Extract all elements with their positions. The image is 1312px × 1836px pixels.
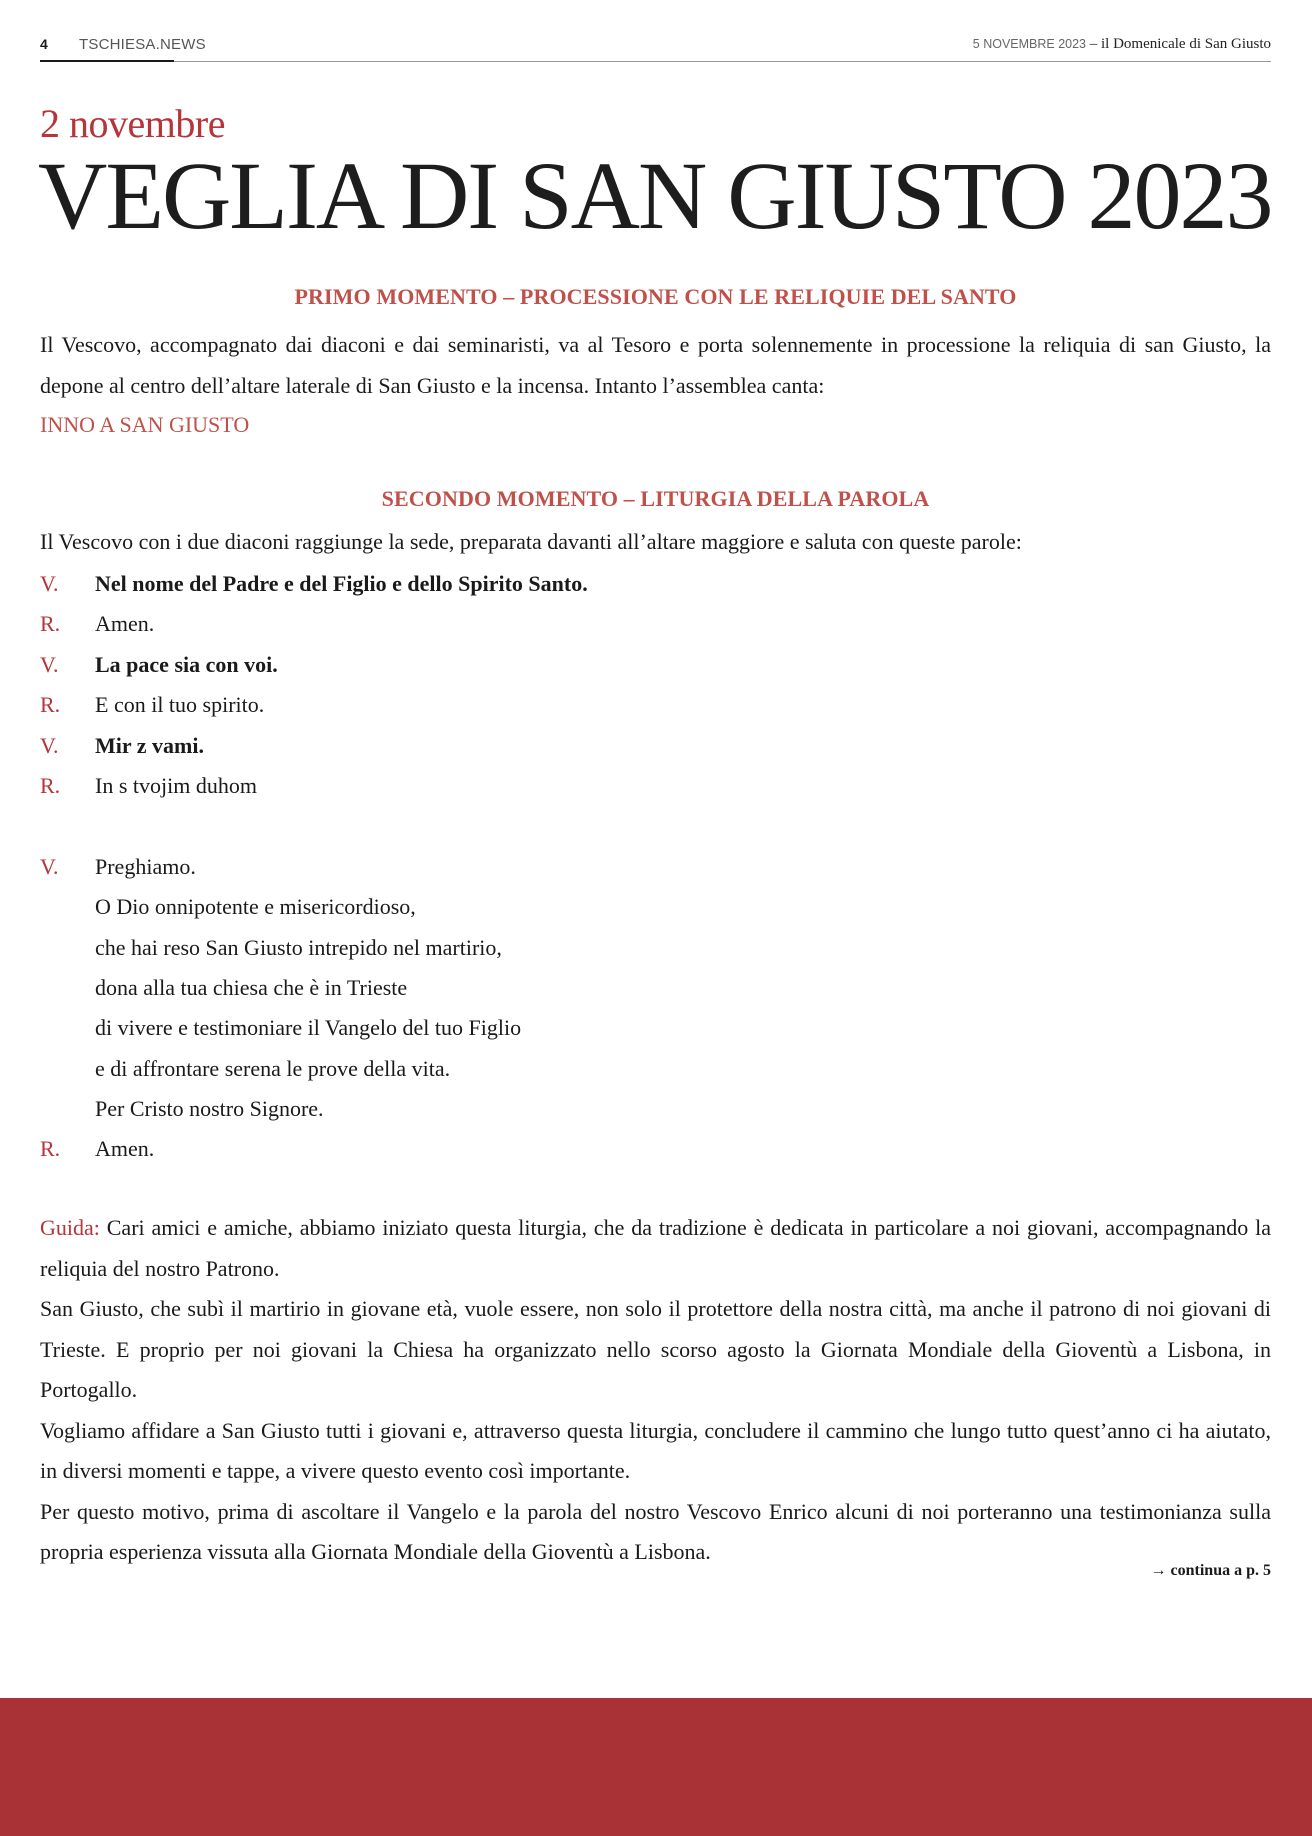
prayer-text: dona alla tua chiesa che è in Trieste	[95, 974, 408, 1000]
prayer-text: di vivere e testimoniare il Vangelo del tuo Figlio	[95, 1015, 522, 1041]
response-mark: R.	[40, 772, 61, 798]
versicle-mark: V.	[40, 651, 59, 677]
response-text: In s tvojim duhom	[95, 772, 257, 798]
prayer-line	[40, 1049, 1271, 1089]
prayer-text: e di affrontare serena le prove della vita.	[95, 1055, 451, 1081]
section-heading-1: PRIMO MOMENTO – PROCESSIONE CON LE RELIQUIE DEL SANTO	[294, 284, 1017, 309]
prayer-line	[40, 1129, 1271, 1169]
section-heading-2: SECONDO MOMENTO – LITURGIA DELLA PAROLA	[381, 486, 930, 511]
versicle-text: Nel nome del Padre e del Figlio e dello Spirito Santo.	[95, 571, 588, 596]
prayer-line	[40, 1008, 1271, 1048]
prayer-text: Per Cristo nostro Signore.	[95, 1096, 324, 1122]
kicker-date: 2 novembre	[40, 101, 225, 146]
prayer-text: O Dio onnipotente e misericordioso,	[95, 894, 416, 920]
versicle-text: Mir z vami.	[95, 732, 204, 758]
footer-band	[0, 1698, 1312, 1836]
response-text: E con il tuo spirito.	[95, 692, 265, 718]
responsory-line	[40, 766, 1271, 806]
responsory-line	[40, 726, 1271, 766]
spacer	[40, 806, 1271, 846]
page-title: VEGLIA DI SAN GIUSTO 2023	[38, 142, 1272, 249]
guide-label: Guida:	[40, 1215, 100, 1240]
hymn-title: INNO A SAN GIUSTO	[40, 412, 250, 437]
responsory-line	[40, 685, 1271, 725]
responsory-line	[40, 645, 1271, 685]
running-header	[40, 34, 1271, 64]
page-number: 4	[40, 36, 48, 52]
response-text: Amen.	[95, 611, 155, 637]
continue-link[interactable]: → continua a p. 5	[1150, 1562, 1271, 1579]
response-mark: R.	[40, 611, 61, 637]
section-2-intro: Il Vescovo con i due diaconi raggiunge la sede, preparata davanti all’altare maggiore e saluta con queste parole:	[40, 529, 1022, 554]
prayer-text: Preghiamo.	[95, 853, 196, 879]
issue-date: 5 NOVEMBRE 2023	[972, 37, 1087, 51]
prayer-line	[40, 968, 1271, 1008]
prayer-line	[40, 847, 1271, 887]
header-rule-accent	[40, 60, 174, 62]
guide-paragraph-4: Per questo motivo, prima di ascoltare il Vangelo e la parola del nostro Vescovo Enrico alcuni di noi porteranno una testimonianza sulla propria esperienza vissuta alla Giornata Mondiale della Gioventù a Lisbona.	[40, 1498, 1271, 1564]
prayer-line	[40, 1089, 1271, 1129]
section-1-text: Il Vescovo, accompagnato dai diaconi e dai seminaristi, va al Tesoro e porta solennemente in processione la reliquia di san Giusto, la depone al centro dell’altare laterale di San Giusto e la incensa. Intanto l’assemblea canta:	[40, 332, 1271, 398]
response-mark: R.	[40, 1136, 61, 1162]
issue-info	[973, 36, 1271, 53]
responsory-line	[40, 604, 1271, 644]
guide-text	[40, 1208, 1271, 1573]
responsory-line	[40, 564, 1271, 604]
versicle-mark: V.	[40, 732, 59, 758]
response-text: Amen.	[95, 1136, 155, 1162]
versicle-mark: V.	[40, 571, 59, 596]
versicle-mark: V.	[40, 853, 59, 879]
prayer-text: che hai reso San Giusto intrepido nel martirio,	[95, 934, 502, 960]
prayer-line	[40, 928, 1271, 968]
header-rule	[40, 61, 1271, 62]
issue-separator: –	[1086, 36, 1102, 52]
response-mark: R.	[40, 692, 61, 718]
guide-paragraph-2: San Giusto, che subì il martirio in giovane età, vuole essere, non solo il protettore della nostra città, ma anche il patrono di noi giovani di Trieste. E proprio per noi giovani la Chiesa ha organizzato nello scorso agosto la Giornata Mondiale della Gioventù a Lisbona, in Portogallo.	[40, 1296, 1271, 1402]
versicle-text: La pace sia con voi.	[95, 651, 278, 677]
guide-paragraph	[40, 1208, 1271, 1289]
site-name: TSCHIESA.NEWS	[79, 36, 206, 53]
guide-paragraph-3: Vogliamo affidare a San Giusto tutti i giovani e, attraverso questa liturgia, concludere il cammino che lungo tutto quest’anno ci ha aiutato, in diversi momenti e tappe, a vivere questo evento così importante.	[40, 1417, 1271, 1483]
prayer-line	[40, 887, 1271, 927]
responsory	[40, 564, 1271, 1170]
guide-paragraph-1: Cari amici e amiche, abbiamo iniziato questa liturgia, che da tradizione è dedicata in particolare a noi giovani, accompagnando la reliquia del nostro Patrono.	[40, 1215, 1271, 1281]
publication-name: il Domenicale di San Giusto	[1101, 36, 1271, 52]
